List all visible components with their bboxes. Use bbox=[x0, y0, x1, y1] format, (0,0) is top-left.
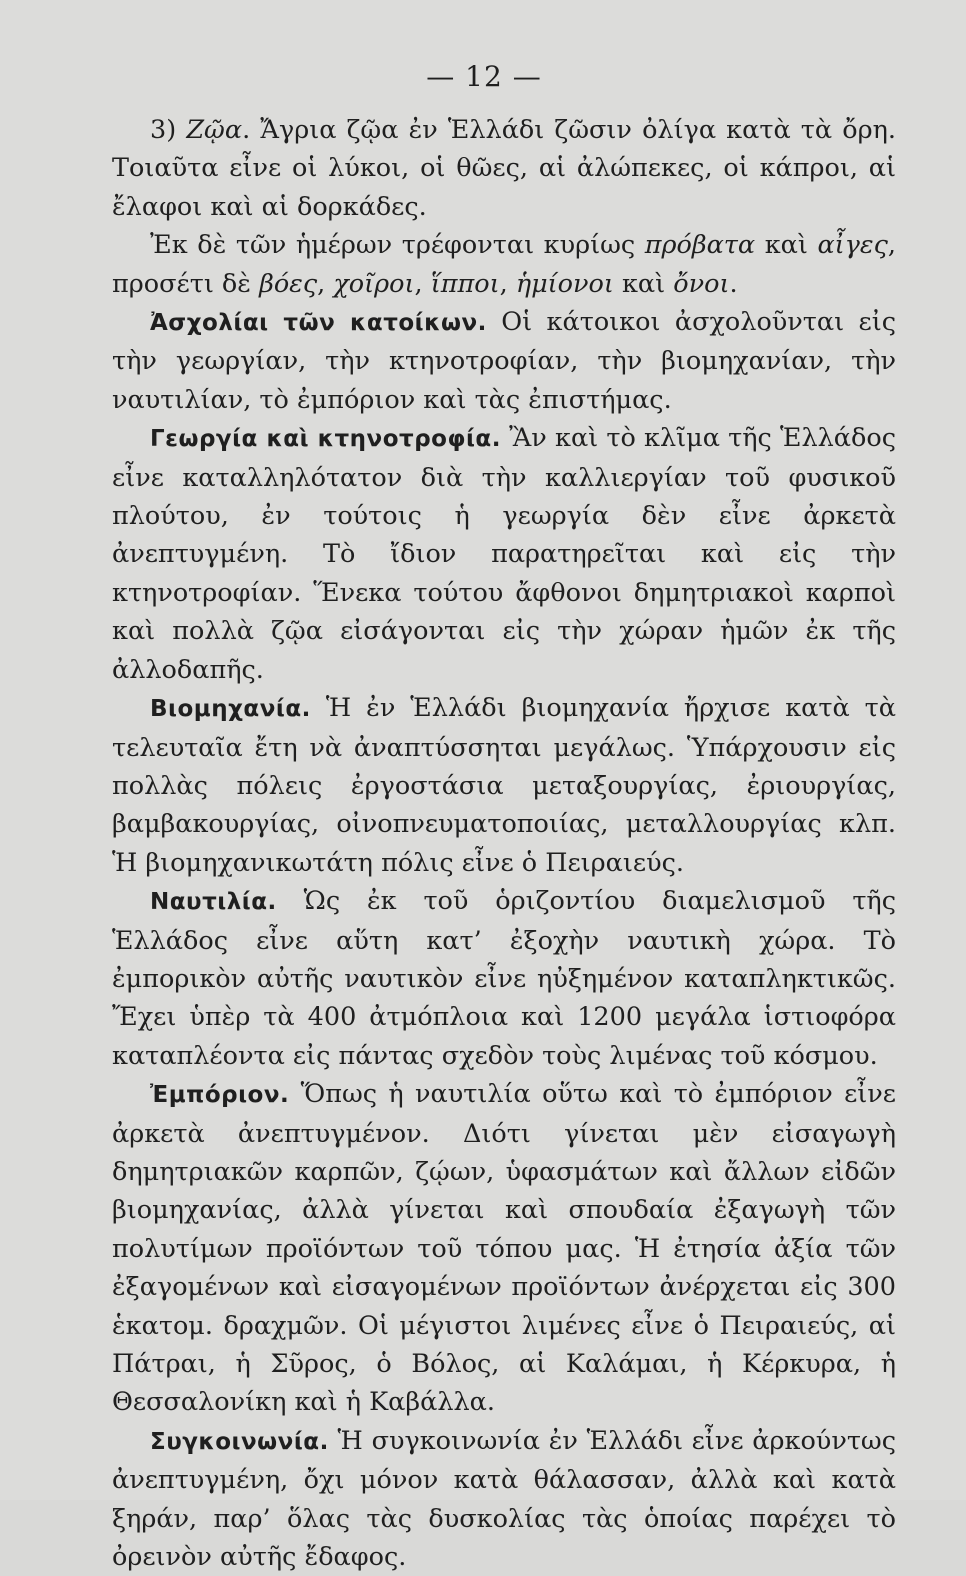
body-text bbox=[112, 111, 896, 1576]
text-run: καὶ bbox=[755, 230, 818, 261]
text-run: , bbox=[414, 268, 431, 299]
italic-term: Ζῷα bbox=[186, 115, 243, 145]
paragraph-industry bbox=[112, 689, 896, 882]
text-run: Ἐκ δὲ τῶν ἡμέρων τρέφονται κυρίως bbox=[150, 230, 645, 261]
text-run: , bbox=[317, 268, 334, 299]
paragraph-commerce bbox=[112, 1075, 896, 1422]
section-heading: Ναυτιλία. bbox=[150, 889, 277, 916]
paragraph-communication bbox=[112, 1422, 896, 1576]
section-heading: Ἐμπόριον. bbox=[150, 1082, 290, 1109]
italic-term: βόες bbox=[259, 268, 318, 299]
text-run: Ἡ ἐν Ἑλλάδι βιομηχανία ἤρχισε κατὰ τὰ τελευταῖα ἔτη νὰ ἀναπτύσσηται μεγάλως. Ὑπάρχουσιν εἰς πολλὰς πόλεις ἐργοστάσια μεταξουργίας, ἐριουργίας, βαμβακουργίας, οἰνοπνευματοποιίας, μεταλλουργίας κλπ. Ἡ βιομηχανικωτάτη πόλις εἶνε ὁ Πειραιεύς. bbox=[112, 693, 896, 878]
paragraph-shipping bbox=[112, 882, 896, 1075]
text-run: . bbox=[729, 268, 738, 299]
section-heading: Βιομηχανία. bbox=[150, 696, 311, 723]
text-run: . Ἄγρια ζῷα ἐν Ἑλλάδι ζῶσιν ὀλίγα κατὰ τὰ ὄρη. Τοιαῦτα εἶνε οἱ λύκοι, οἱ θῶες, αἱ ἀλώπεκες, οἱ κάπροι, αἱ ἔλαφοι καὶ αἱ δορκάδες. bbox=[112, 115, 897, 222]
text-run: Ἂν καὶ τὸ κλῖμα τῆς Ἑλλάδος εἶνε καταλληλότατον διὰ τὴν καλλιεργίαν τοῦ φυσικοῦ πλούτου, ἐν τούτοις ἡ γεωργία δὲν εἶνε ἀρκετὰ ἀνεπτυγμένη. Τὸ ἴδιον παρατηρεῖται καὶ εἰς τὴν κτηνοτροφίαν. Ἕνεκα τούτου ἄφθονοι δημητριακοὶ καρποὶ καὶ πολλὰ ζῷα εἰσάγονται εἰς τὴν χώραν ἡμῶν ἐκ τῆς ἀλλοδαπῆς. bbox=[112, 423, 896, 685]
section-heading: Γεωργία καὶ κτηνοτροφία. bbox=[150, 426, 501, 453]
italic-term: ἵπποι bbox=[430, 268, 500, 299]
text-run: Οἱ κάτοικοι ἀσχολοῦνται εἰς τὴν γεωργίαν, τὴν κτηνοτροφίαν, τὴν βιομηχανίαν, τὴν ναυτιλίαν, τὸ ἐμπόριον καὶ τὰς ἐπιστήμας. bbox=[112, 307, 897, 415]
section-heading: Συγκοινωνία. bbox=[150, 1428, 329, 1455]
paragraph-agriculture bbox=[112, 419, 896, 689]
page-number: — 12 — bbox=[426, 60, 542, 93]
italic-term: αἶγες bbox=[817, 230, 888, 261]
text-run: , προσέτι δὲ bbox=[112, 230, 896, 299]
italic-term: πρόβατα bbox=[644, 230, 756, 261]
italic-term: ὄνοι bbox=[673, 268, 730, 299]
paragraph-animals bbox=[112, 111, 896, 226]
italic-term: χοῖροι bbox=[333, 268, 415, 299]
italic-term: ἡμίονοι bbox=[515, 268, 614, 299]
paragraph-occupations bbox=[112, 303, 896, 419]
text-run: Ὡς ἐκ τοῦ ὁριζοντίου διαμελισμοῦ τῆς Ἑλλάδος εἶνε αὕτη κατ’ ἐξοχὴν ναυτικὴ χώρα. Τὸ ἐμπορικὸν αὐτῆς ναυτικὸν εἶνε ηὐξημένον καταπληκτικῶς. Ἔχει ὑπὲρ τὰ 400 ἀτμόπλοια καὶ 1200 μεγάλα ἱστιοφόρα καταπλέοντα εἰς πάντας σχεδὸν τοὺς λιμένας τοῦ κόσμου. bbox=[112, 886, 896, 1071]
text-run: 3) bbox=[150, 115, 187, 145]
text-run: καὶ bbox=[613, 268, 674, 299]
paragraph-domestic bbox=[112, 226, 896, 303]
text-run: Ὅπως ἡ ναυτιλία οὕτω καὶ τὸ ἐμπόριον εἶνε ἀρκετὰ ἀνεπτυγμένον. Διότι γίνεται μὲν εἰσαγωγὴ δημητριακῶν καρπῶν, ζῴων, ὑφασμάτων καὶ ἄλλων εἰδῶν βιομηχανίας, ἀλλὰ γίνεται καὶ σπουδαία ἐξαγωγὴ τῶν πολυτίμων προϊόντων τοῦ τόπου μας. Ἡ ἐτησία ἀξία τῶν ἐξαγομένων καὶ εἰσαγομένων προϊόντων ἀνέρχεται εἰς 300 ἑκατομ. δραχμῶν. Οἱ μέγιστοι λιμένες εἶνε ὁ Πειραιεύς, αἱ Πάτραι, ἡ Σῦρος, ὁ Βόλος, αἱ Καλάμαι, ἡ Κέρκυρα, ἡ Θεσσαλονίκη καὶ ἡ Καβάλλα. bbox=[112, 1079, 896, 1418]
section-heading: Ἀσχολίαι τῶν κατοίκων. bbox=[150, 310, 487, 337]
text-run: , bbox=[499, 268, 516, 299]
text-run: Ἡ συγκοινωνία ἐν Ἑλλάδι εἶνε ἀρκούντως ἀνεπτυγμένη, ὄχι μόνον κατὰ θάλασσαν, ἀλλὰ καὶ κατὰ ξηράν, παρ’ ὅλας τὰς δυσκολίας τὰς ὁποίας παρέχει τὸ ὀρεινὸν αὐτῆς ἔδαφος. bbox=[112, 1425, 896, 1573]
